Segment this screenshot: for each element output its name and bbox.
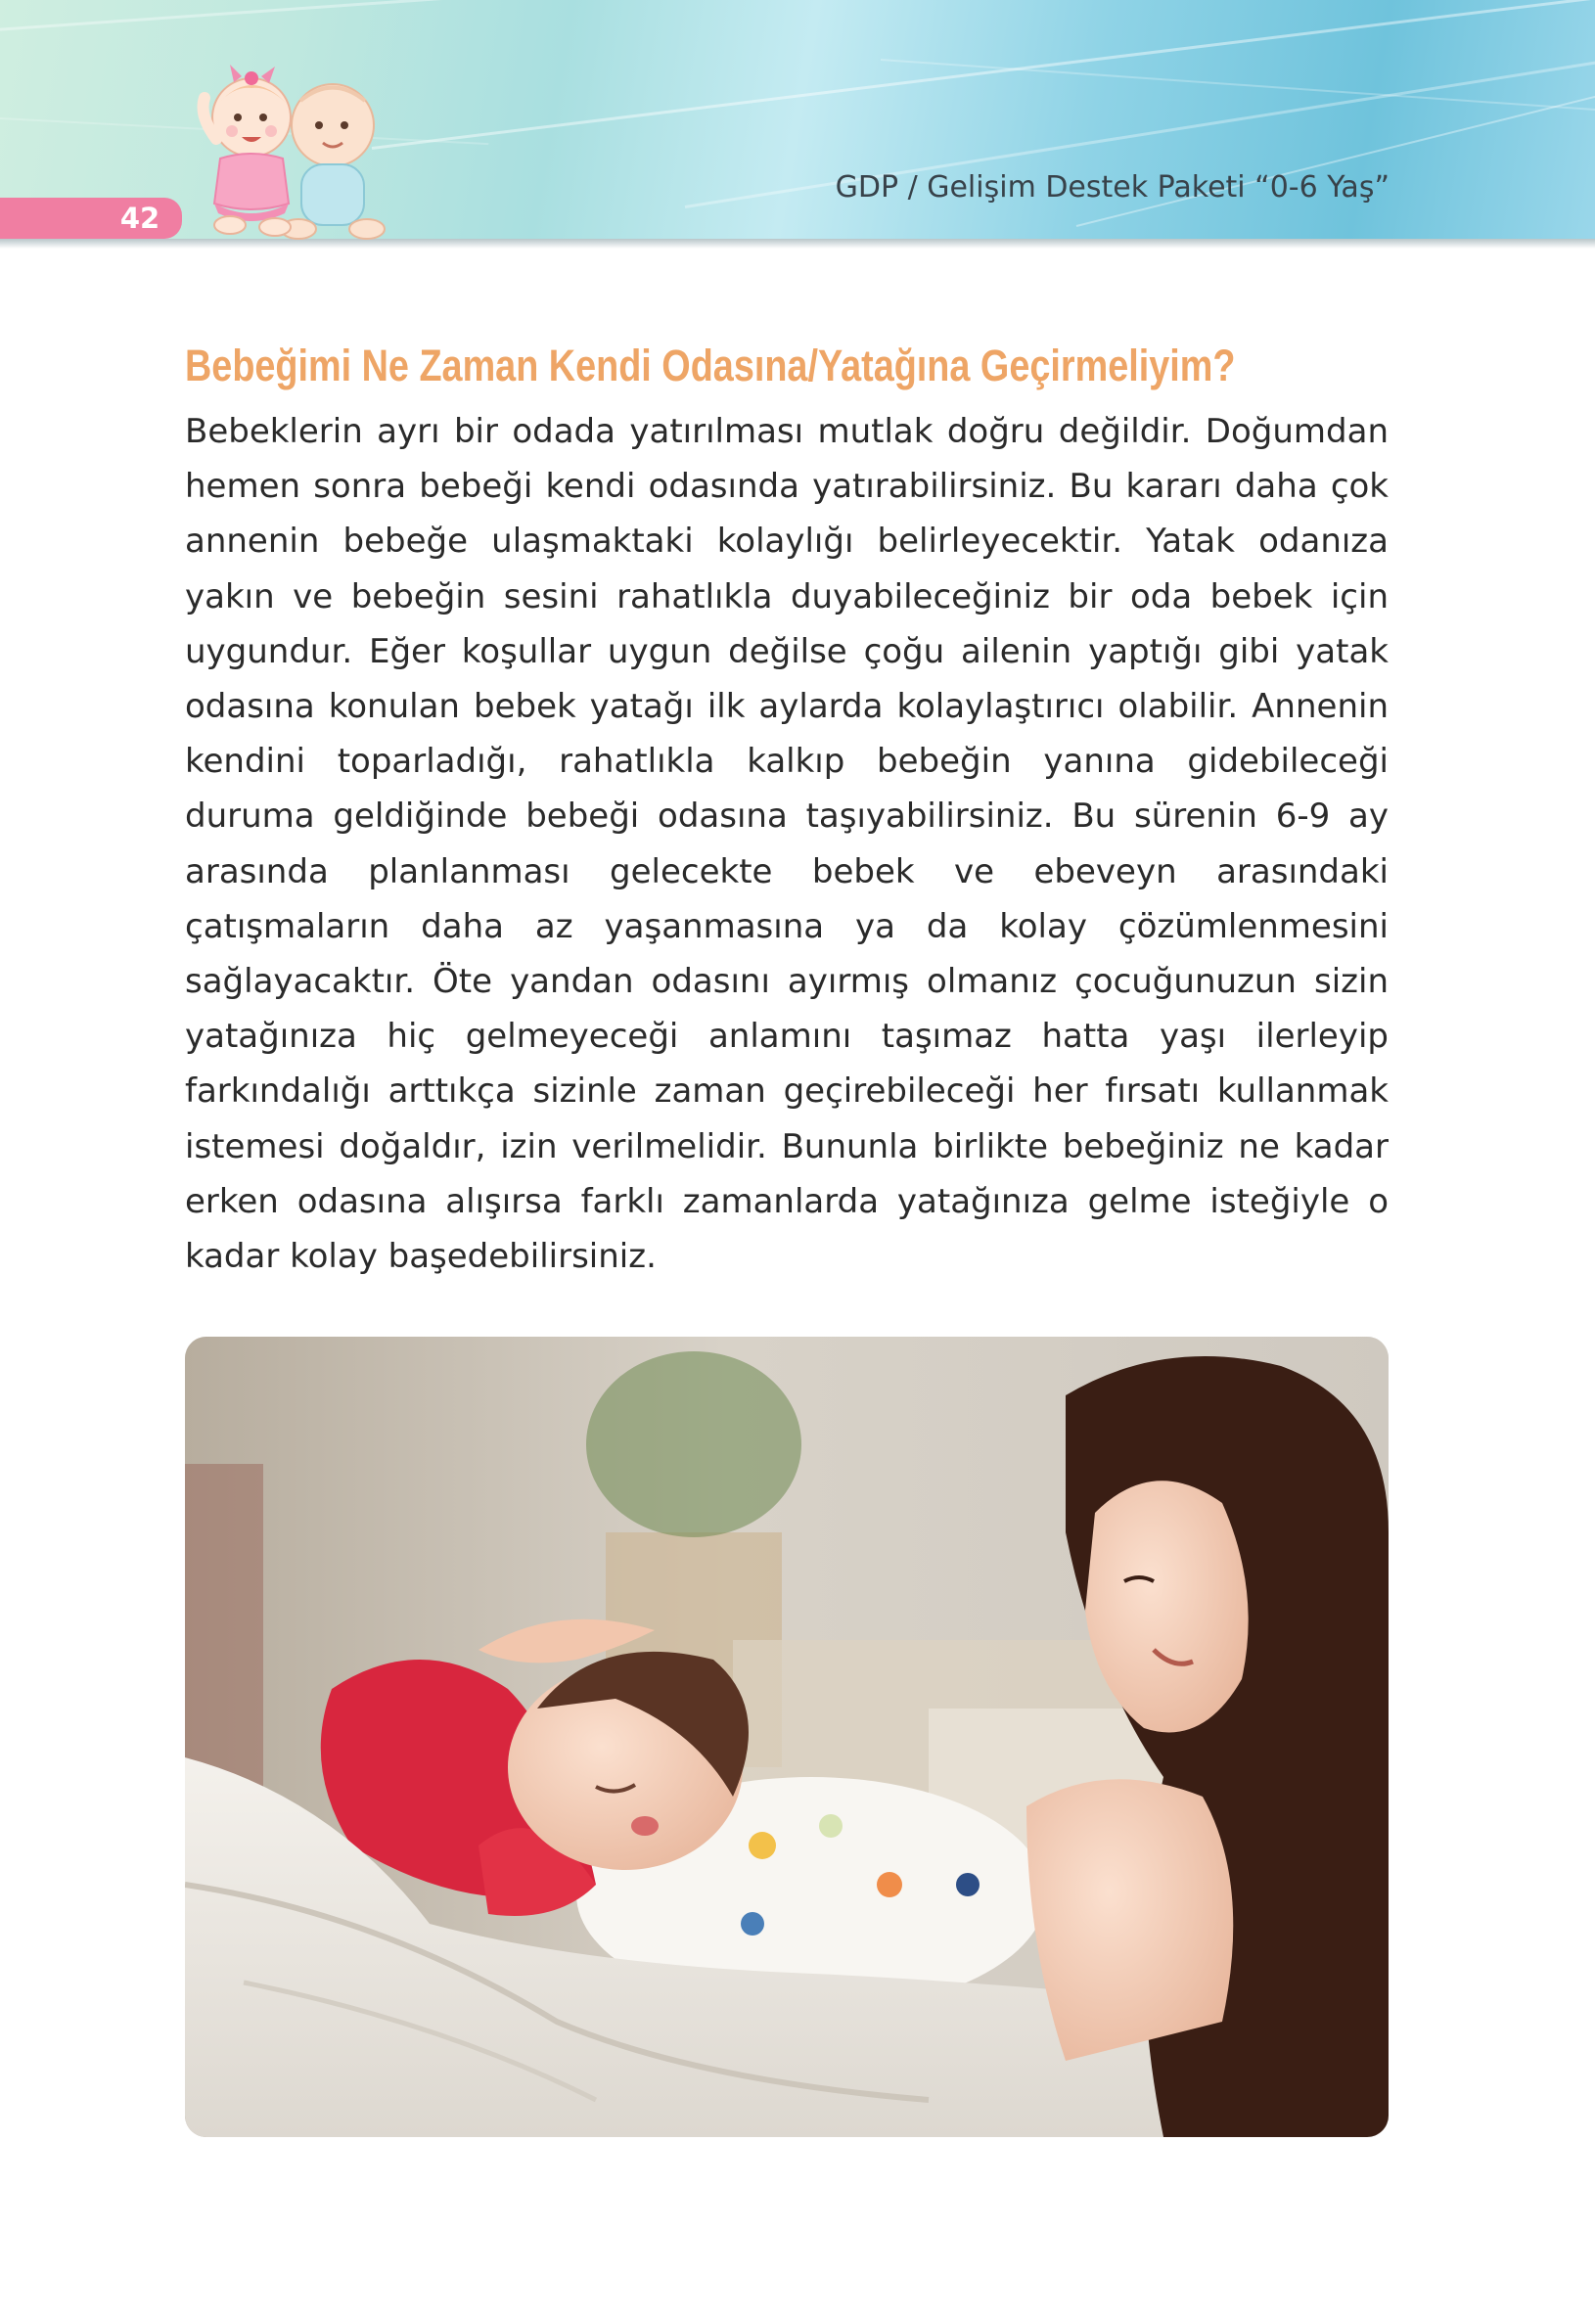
- babies-illustration: [191, 57, 396, 241]
- section-title: Bebeğimi Ne Zaman Kendi Odasına/Yatağına Geçirmeliyim?: [185, 341, 1236, 390]
- page-number: 42: [119, 202, 160, 235]
- photo-illustration: [185, 1337, 1389, 2137]
- header-title: GDP / Gelişim Destek Paketi “0-6 Yaş”: [835, 170, 1390, 205]
- mother-child-photo: [185, 1337, 1389, 2137]
- body-paragraph: Bebeklerin ayrı bir odada yatırılması mutlak doğru değildir. Doğumdan hemen sonra bebeği kendi odasında yatırabilirsiniz. Bu kararı daha çok annenin bebeğe ulaşmaktaki kolaylığı belirleyecektir. Yatak odanıza yakın ve bebeğin sesini rahatlıkla duyabileceğiniz bir oda bebek için uygundur. Eğer koşullar uygun değilse çoğu ailenin yaptığı gibi yatak odasına konulan bebek yatağı ilk aylarda kolaylaştırıcı olabilir. Annenin kendini toparladığı, rahatlıkla kalkıp bebeğin yanına gidebileceği duruma geldiğinde bebeği odasına taşıyabilirsiniz. Bu sürenin 6-9 ay arasında planlanması gelecekte bebek ve ebeveyn arasındaki çatışmaların daha az yaşanmasına ya da kolay çözümlenmesini sağlayacaktır. Öte yandan odasını ayırmış olmanız çocuğunuzun sizin yatağınıza hiç gelmeyeceği anlamını taşımaz hatta yaşı ilerleyip farkındalığı arttıkça sizinle zaman geçirebileceği her fırsatı kullanmak istemesi doğaldır, izin verilmelidir. Bununla birlikte bebeğiniz ne kadar erken odasına alışırsa farklı zamanlarda yatağınıza gelme isteğiyle o kadar kolay başedebilirsiniz.: [185, 412, 1389, 1277]
